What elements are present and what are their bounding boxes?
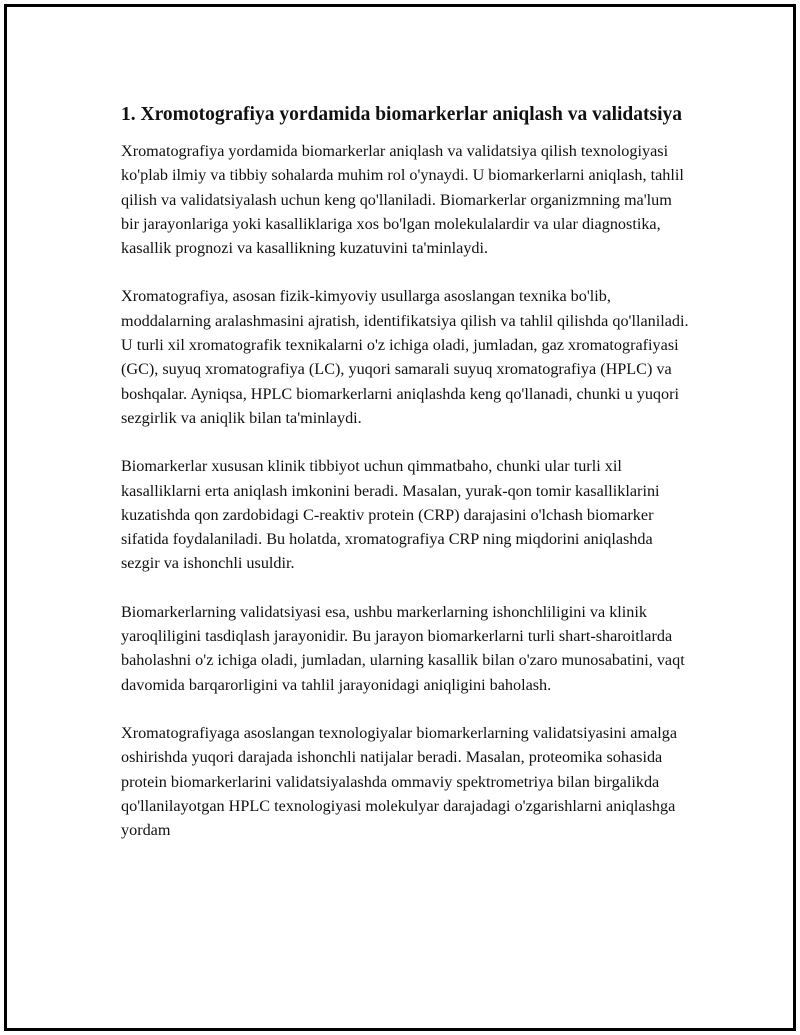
page-frame [4, 4, 796, 1031]
paragraph-5: Xromatografiyaga asoslangan texnologiyalar biomarkerlarning validatsiyasini amalga oshirishda yuqori darajada ishonchli natijalar beradi. Masalan, proteomika sohasida protein biomarkerlarini validatsiyalashda ommaviy spektrometriya bilan birgalikda qo'llanilayotgan HPLC texnologiyasi molekulyar darajadagi o'zgarishlarni aniqlashga yordam [121, 723, 678, 840]
document-title: 1. Xromotografiya yordamida biomarkerlar aniqlash va validatsiya [121, 104, 682, 125]
paragraph-2: Xromatografiya, asosan fizik-kimyoviy usullarga asoslangan texnika bo'lib, moddalarning aralashmasini ajratish, identifikatsiya qilish va tahlil qilishda qo'llaniladi. U turli xil xromatografik texnikalarni o'z ichiga oladi, jumladan, gaz xromatografiyasi (GC), suyuq xromatografiya (LC), yuqori samarali suyuq xromatografiya (HPLC) va boshqalar. Ayniqsa, HPLC biomarkerlarni aniqlashda keng qo'llanadi, chunki u yuqori sezgirlik va aniqlik bilan ta'minlaydi. [121, 287, 689, 427]
paragraph-1: Xromatografiya yordamida biomarkerlar aniqlash va validatsiya qilish texnologiyasi ko'plab ilmiy va tibbiy sohalarda muhim rol o'ynaydi. U biomarkerlarni aniqlash, tahlil qilish va validatsiyalash uchun keng qo'llaniladi. Biomarkerlar organizmning ma'lum bir jarayonlariga yoki kasalliklariga xos bo'lgan molekulalardir va ular diagnostika, kasallik prognozi va kasallikning kuzatuvini ta'minlaydi. [121, 142, 684, 258]
document-body [121, 101, 691, 866]
paragraph-3: Biomarkerlar xususan klinik tibbiyot uchun qimmatbaho, chunki ular turli xil kasalliklarni erta aniqlash imkonini beradi. Masalan, yurak-qon tomir kasalliklarini kuzatishda qon zardobidagi C-reaktiv protein (CRP) darajasini o'lchash biomarker sifatida foydalaniladi. Bu holatda, xromatografiya CRP ning miqdorini aniqlashda sezgir va ishonchli usuldir. [121, 457, 660, 573]
paragraph-4: Biomarkerlarning validatsiyasi esa, ushbu markerlarning ishonchliligini va klinik yaroqliligini tasdiqlash jarayonidir. Bu jarayon biomarkerlarni turli shart-sharoitlarda baholashni o'z ichiga oladi, jumladan, ularning kasallik bilan o'zaro munosabatini, vaqt davomida barqarorligini va tahlil jarayonidagi aniqligini baholash. [121, 602, 685, 694]
